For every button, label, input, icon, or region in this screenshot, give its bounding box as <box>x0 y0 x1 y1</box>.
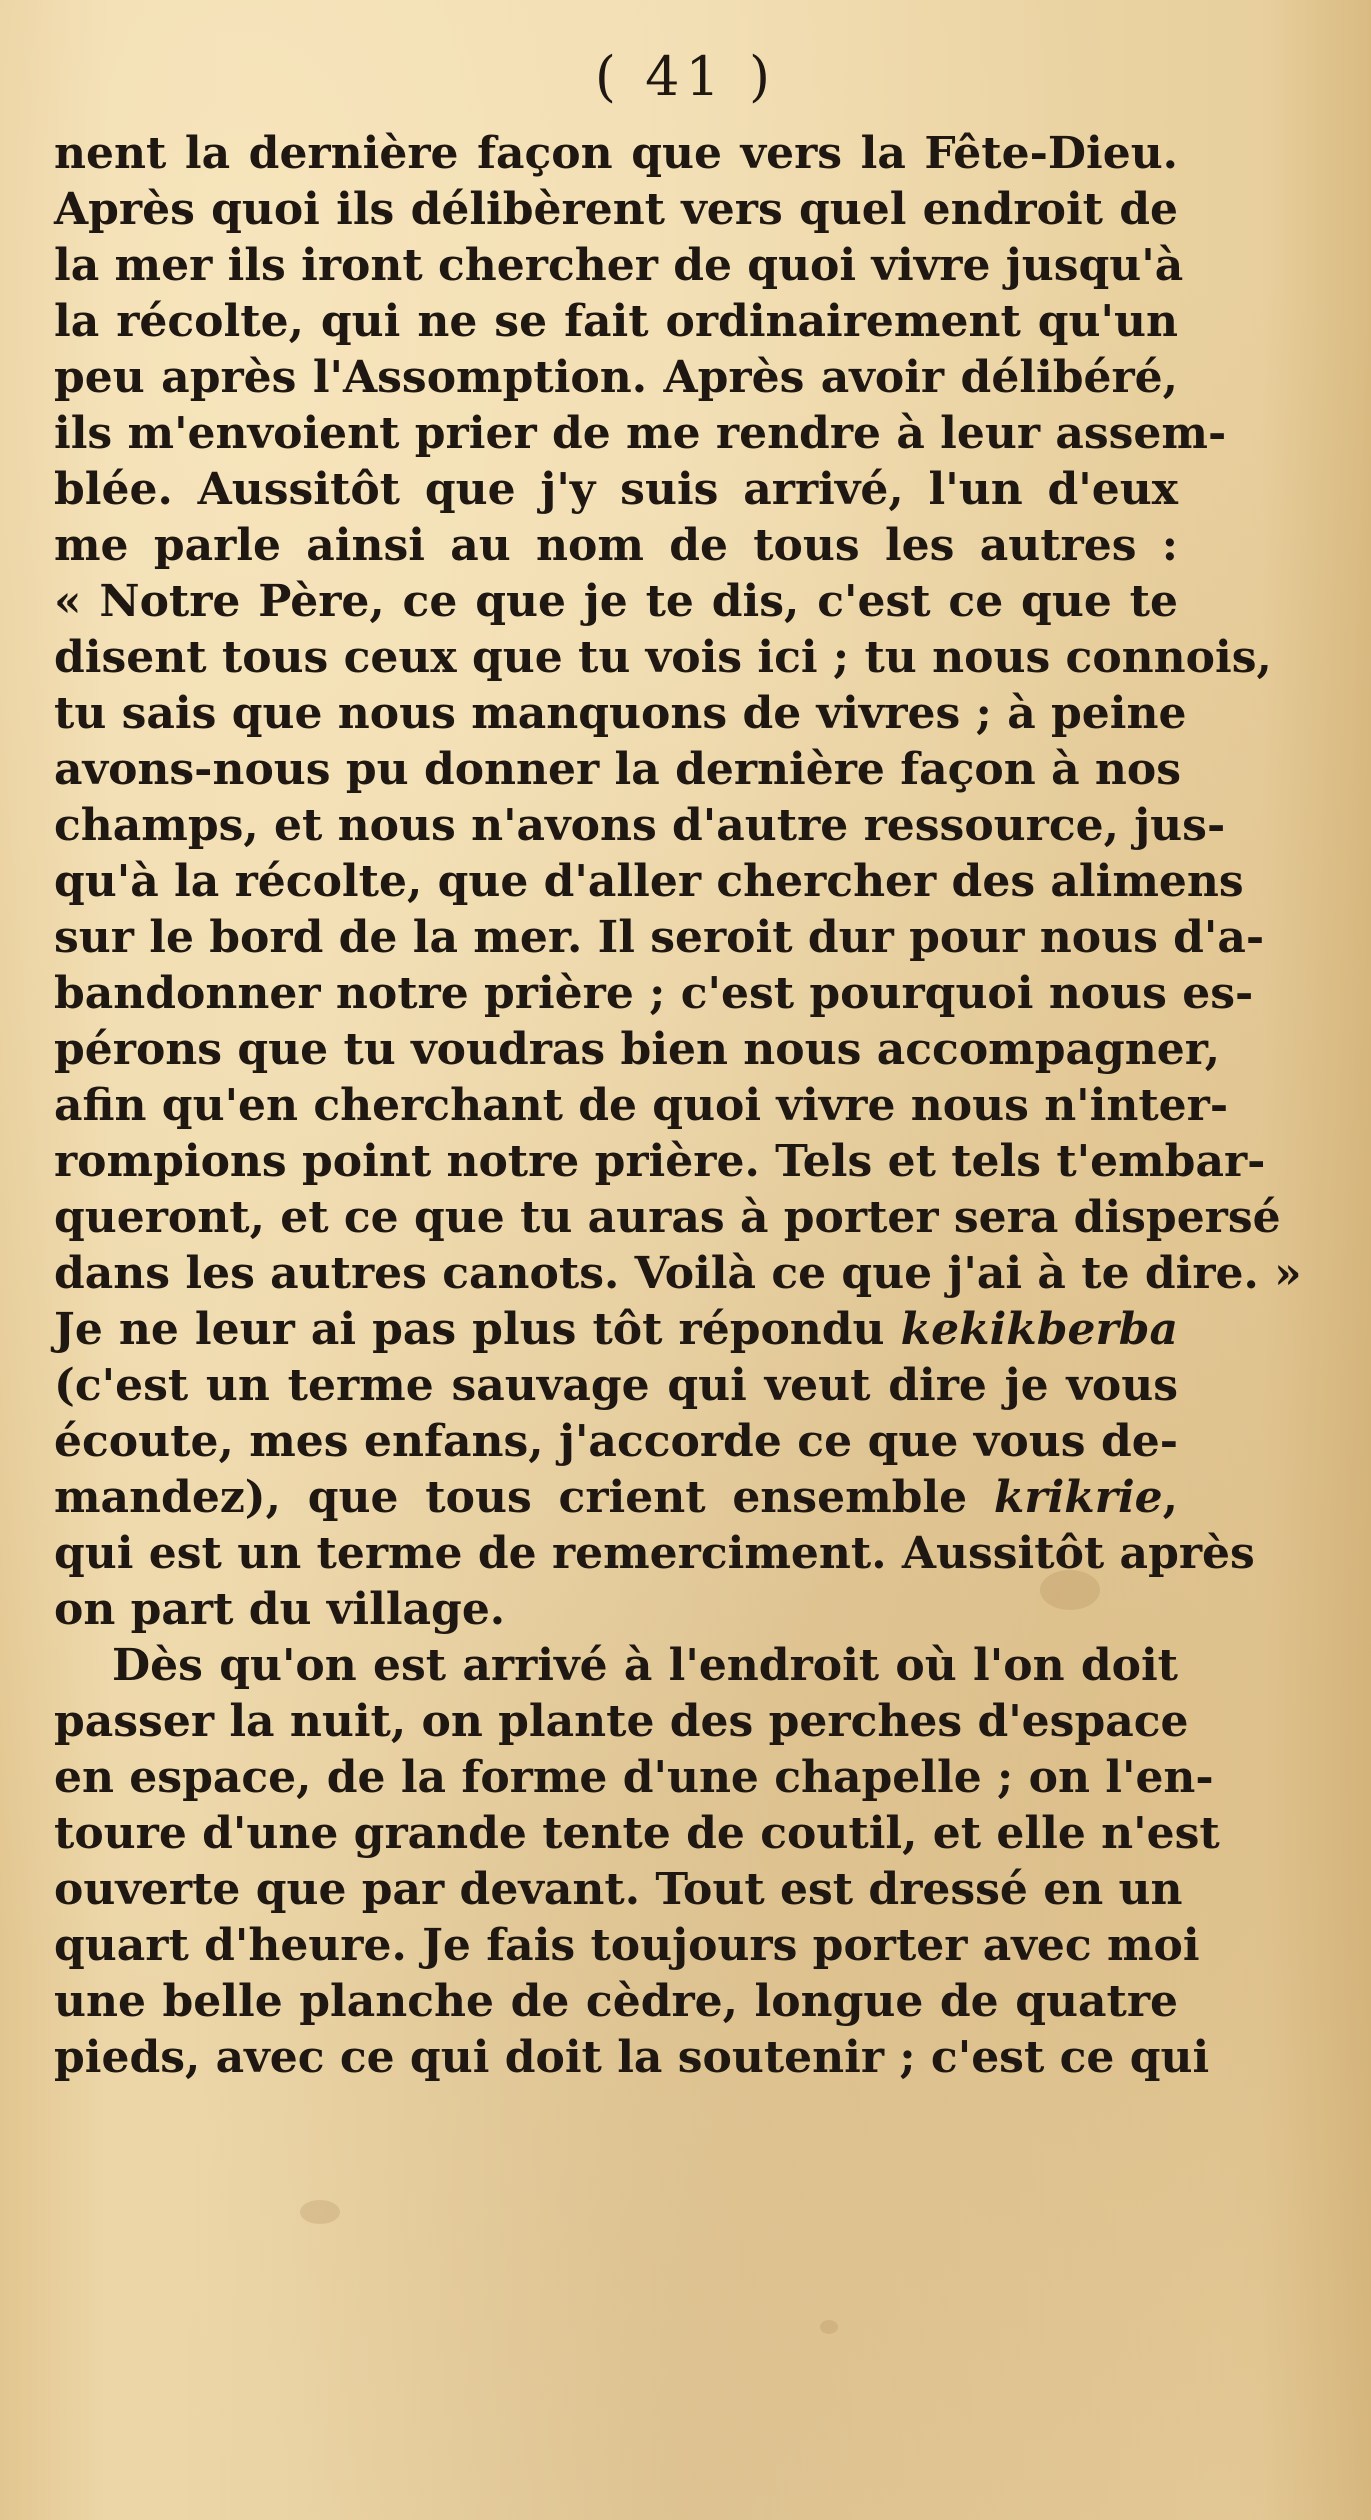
paper-stain <box>300 2200 340 2224</box>
text-line: pieds, avec ce qui doit la soutenir ; c'est ce qui <box>54 2032 1210 2083</box>
body-text <box>54 126 1302 2086</box>
text-line: toure d'une grande tente de coutil, et elle n'est <box>54 1808 1220 1859</box>
text-line: pérons que tu voudras bien nous accompagner, <box>54 1024 1221 1075</box>
paragraph <box>54 1638 1220 2086</box>
paper-stain <box>820 2320 838 2334</box>
text-line: quart d'heure. Je fais toujours porter avec moi <box>54 1920 1200 1971</box>
text-line: peu après l'Assomption. Après avoir délibéré, <box>54 352 1178 403</box>
text-line: bandonner notre prière ; c'est pourquoi nous es- <box>54 968 1254 1019</box>
text-line: avons-nous pu donner la dernière façon à nos <box>54 744 1182 795</box>
text-line: ouverte que par devant. Tout est dressé en un <box>54 1864 1183 1915</box>
text-line: Je ne leur ai pas plus tôt répondu kekikberba <box>54 1304 1178 1355</box>
text-line: mandez), que tous crient ensemble krikrie, <box>54 1472 1178 1523</box>
text-line: une belle planche de cèdre, longue de quatre <box>54 1976 1178 2027</box>
italic-word: krikrie <box>993 1472 1163 1523</box>
text-line: on part du village. <box>54 1584 506 1635</box>
text-line: nent la dernière façon que vers la Fête-Dieu. <box>54 128 1178 179</box>
text-line: la récolte, qui ne se fait ordinairement qu'un <box>54 296 1178 347</box>
text-line: blée. Aussitôt que j'y suis arrivé, l'un d'eux <box>54 464 1178 515</box>
page-number: ( 41 ) <box>594 45 777 108</box>
text-line: dans les autres canots. Voilà ce que j'ai à te dire. » <box>54 1248 1302 1299</box>
text-line: sur le bord de la mer. Il seroit dur pour nous d'a- <box>54 912 1265 963</box>
text-line: (c'est un terme sauvage qui veut dire je vous <box>54 1360 1178 1411</box>
text-line: me parle ainsi au nom de tous les autres : <box>54 520 1178 571</box>
text-line: disent tous ceux que tu vois ici ; tu nous connois, <box>54 632 1272 683</box>
text-line: rompions point notre prière. Tels et tels t'embar- <box>54 1136 1266 1187</box>
text-line: « Notre Père, ce que je te dis, c'est ce que te <box>54 576 1178 627</box>
text-line: champs, et nous n'avons d'autre ressource, jus- <box>54 800 1226 851</box>
text-line: qu'à la récolte, que d'aller chercher des alimens <box>54 856 1244 907</box>
text-line: qui est un terme de remerciment. Aussitôt après <box>54 1528 1255 1579</box>
text-line: ils m'envoient prier de me rendre à leur assem- <box>54 408 1227 459</box>
text-line: écoute, mes enfans, j'accorde ce que vous de- <box>54 1416 1178 1467</box>
paragraph <box>54 126 1302 1638</box>
text-line: la mer ils iront chercher de quoi vivre jusqu'à <box>54 240 1184 291</box>
text-line: queront, et ce que tu auras à porter sera dispersé <box>54 1192 1281 1243</box>
text-line: tu sais que nous manquons de vivres ; à peine <box>54 688 1187 739</box>
text-line: Dès qu'on est arrivé à l'endroit où l'on doit <box>112 1640 1178 1691</box>
text-line: afin qu'en cherchant de quoi vivre nous n'inter- <box>54 1080 1229 1131</box>
text-line: en espace, de la forme d'une chapelle ; on l'en- <box>54 1752 1214 1803</box>
text-line: passer la nuit, on plante des perches d'espace <box>54 1696 1189 1747</box>
text-line: Après quoi ils délibèrent vers quel endroit de <box>54 184 1178 235</box>
italic-word: kekikberba <box>900 1304 1178 1355</box>
